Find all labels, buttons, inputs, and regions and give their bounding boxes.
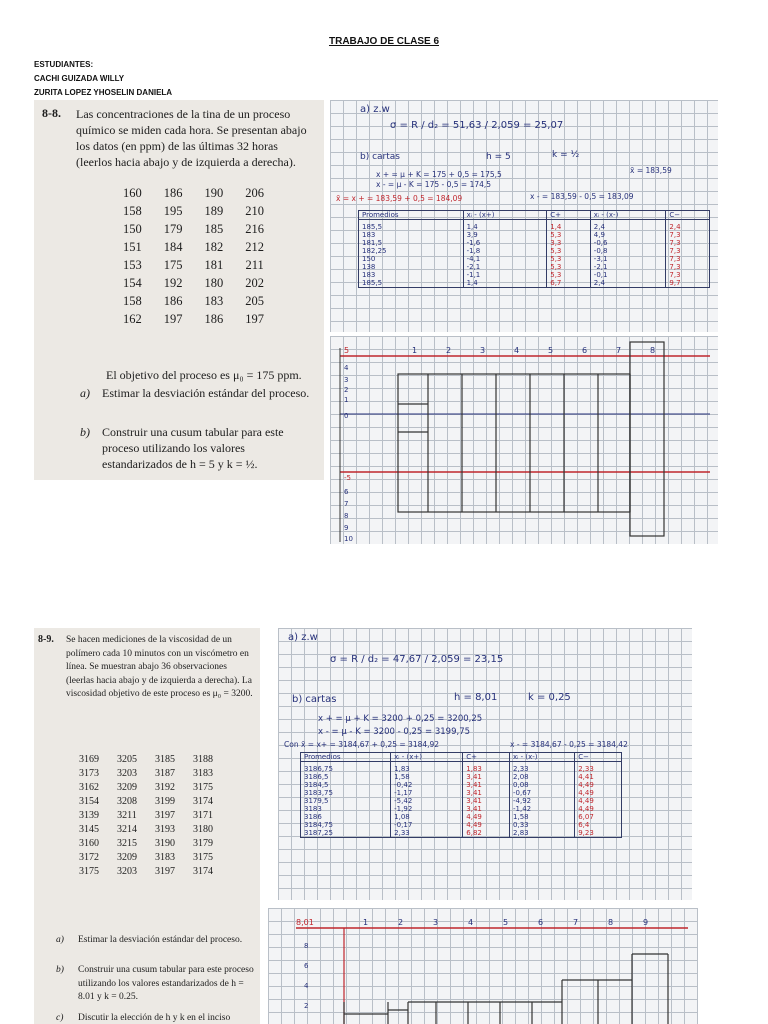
table-row: [301, 805, 622, 813]
data-row: [112, 202, 275, 220]
data-cell: 192: [163, 275, 183, 290]
data-cell: 158: [123, 293, 142, 308]
table-cell: -0,8: [590, 247, 666, 255]
data-cell: 3208: [117, 795, 137, 807]
table-cell: -0,1: [590, 271, 666, 279]
header-row: [359, 211, 710, 220]
viscosity-data-table: [70, 752, 222, 878]
left-tick-label: 4: [344, 364, 349, 372]
table-cell: 2,33: [391, 829, 463, 838]
table-cell: 6,07: [575, 813, 622, 821]
data-row: [112, 184, 275, 202]
data-cell: 186: [163, 185, 183, 200]
part-a-label: a) z.w: [360, 104, 390, 115]
table-row: [359, 271, 710, 279]
table-cell: 3,41: [463, 805, 510, 813]
top-tick-label: 6: [582, 346, 588, 355]
data-cell: 154: [123, 275, 142, 290]
data-cell: 210: [245, 203, 264, 218]
top-tick-label: 3: [433, 918, 439, 927]
table-cell: 7,3: [666, 247, 710, 255]
item-b: [56, 964, 256, 1005]
item-a: [56, 934, 256, 948]
table-cell: 138: [359, 263, 464, 271]
table-cell: 1,08: [391, 813, 463, 821]
solution-8-9-photo: [278, 628, 692, 900]
top-tick-label: 8: [650, 346, 656, 355]
data-cell: 211: [245, 257, 264, 272]
data-cell: 175: [163, 257, 183, 272]
top-tick-label: 8,01: [296, 918, 314, 927]
lower-reference: x - = μ - K = 175 - 0,5 = 174,5: [376, 180, 492, 189]
cusum-chart-8-9-photo: [268, 908, 698, 1024]
table-row: [301, 821, 622, 829]
data-row: [70, 766, 222, 780]
cusum-table-8-9: [300, 752, 622, 838]
table-cell: 1,83: [391, 762, 463, 774]
top-tick-label: 2: [446, 346, 452, 355]
top-tick-label: 8: [608, 918, 614, 927]
part-b-label: b) cartas: [292, 694, 337, 705]
table-cell: 3184,75: [301, 821, 391, 829]
item-text: Construir una cusum tabular para este proceso utilizando los valores estandarizados de h = 5 y k = ½.: [102, 425, 284, 471]
left-tick-label: 3: [344, 376, 349, 384]
column-header: xᵢ - (x+): [463, 211, 547, 220]
top-tick-label: 5: [344, 346, 350, 355]
column-header: Promedios: [359, 211, 464, 220]
data-cell: 3175: [193, 781, 213, 793]
top-tick-label: 5: [548, 346, 554, 355]
x-plus-value: x̄ = x + = 183,59 + 0,5 = 184,09: [336, 194, 463, 203]
data-row: [112, 256, 275, 274]
table-cell: 7,3: [666, 239, 710, 247]
table-cell: 4,41: [575, 773, 622, 781]
table-cell: 3,41: [463, 781, 510, 789]
data-cell: 3174: [193, 795, 213, 807]
data-cell: 179: [163, 221, 183, 236]
data-cell: 216: [245, 221, 264, 236]
table-cell: 4,49: [575, 805, 622, 813]
cusum-chart-8-8-photo: [330, 336, 718, 544]
data-row: [70, 864, 222, 878]
data-cell: 3192: [155, 781, 175, 793]
table-cell: 3186: [301, 813, 391, 821]
top-tick-label: 9: [643, 918, 649, 927]
table-cell: -0,67: [510, 789, 575, 797]
data-cell: 162: [123, 311, 142, 326]
table-cell: 2,83: [510, 829, 575, 838]
data-row: [70, 822, 222, 836]
table-cell: 2,4: [590, 220, 666, 232]
table-cell: -0,6: [590, 239, 666, 247]
table-cell: -1,8: [463, 247, 547, 255]
item-text: Estimar la desviación estándar del proceso.: [78, 935, 243, 945]
table-row: [359, 220, 710, 232]
top-tick-label: 1: [412, 346, 418, 355]
top-tick-label: 4: [468, 918, 474, 927]
table-row: [359, 263, 710, 271]
table-cell: -0,42: [391, 781, 463, 789]
data-cell: 3180: [193, 823, 213, 835]
column-header: xᵢ - (x-): [590, 211, 666, 220]
data-cell: 151: [123, 239, 142, 254]
table-cell: 3,41: [463, 773, 510, 781]
problem-number: 8-9.: [38, 634, 54, 645]
student-name: CACHI GUIZADA WILLY: [34, 74, 125, 83]
data-cell: 3190: [155, 837, 175, 849]
mean-of-averages: x̄ = 183,59: [630, 166, 672, 175]
data-cell: 158: [123, 203, 142, 218]
data-row: [70, 836, 222, 850]
data-cell: 189: [204, 203, 224, 218]
data-cell: 186: [204, 311, 224, 326]
table-cell: 2,08: [510, 773, 575, 781]
data-cell: 3205: [117, 753, 137, 765]
data-cell: 150: [123, 221, 142, 236]
data-row: [70, 752, 222, 766]
table-cell: 3,9: [463, 231, 547, 239]
problem-statement: Las concentraciones de la tina de un proceso químico se miden cada hora. Se presentan abajo los datos (en ppm) de las últimas 32 horas (leerlos hacia abajo y de izquierda a derecha).: [76, 107, 307, 169]
table-cell: -1,6: [463, 239, 547, 247]
data-cell: 3183: [193, 767, 213, 779]
problem-statement: Se hacen mediciones de la viscosidad de un polímero cada 10 minutos con un viscómetro en línea. Se muestran abajo 36 observaciones (leerlas hacia abajo y de izquierda a derecha). La viscosidad objetivo de este proceso es μ₀ = 3200.: [66, 635, 253, 699]
data-cell: 183: [204, 293, 224, 308]
data-cell: 186: [163, 293, 183, 308]
table-row: [301, 829, 622, 838]
part-b-label: b) cartas: [360, 152, 400, 162]
item-label: a): [56, 935, 64, 945]
table-row: [359, 279, 710, 288]
table-cell: 3186,5: [301, 773, 391, 781]
table-cell: 9,23: [575, 829, 622, 838]
left-tick-label: 0: [344, 412, 349, 420]
data-row: [70, 794, 222, 808]
data-row: [112, 238, 275, 256]
data-cell: 3139: [79, 809, 99, 821]
table-cell: 182,25: [359, 247, 464, 255]
table-row: [301, 781, 622, 789]
column-header: C−: [575, 753, 622, 762]
data-row: [112, 292, 275, 310]
table-cell: 0,08: [510, 781, 575, 789]
data-cell: 185: [204, 221, 224, 236]
table-cell: 5,3: [547, 263, 591, 271]
table-row: [301, 797, 622, 805]
table-cell: -5,42: [391, 797, 463, 805]
data-cell: 3169: [79, 753, 99, 765]
table-row: [359, 247, 710, 255]
top-tick-label: 4: [514, 346, 520, 355]
data-cell: 3188: [193, 753, 213, 765]
table-cell: -2,1: [463, 263, 547, 271]
data-cell: 3211: [117, 809, 137, 821]
table-cell: -1,92: [391, 805, 463, 813]
table-cell: 7,3: [666, 231, 710, 239]
data-cell: 3209: [117, 781, 137, 793]
cusum-bar-8: [630, 342, 664, 536]
top-tick-label: 6: [538, 918, 544, 927]
top-tick-label: 7: [573, 918, 579, 927]
table-cell: -4,92: [510, 797, 575, 805]
table-cell: -1,42: [510, 805, 575, 813]
header-row: [301, 753, 622, 762]
table-cell: 3,41: [463, 797, 510, 805]
data-cell: 206: [245, 185, 264, 200]
table-cell: 6,82: [463, 829, 510, 838]
data-cell: 160: [123, 185, 142, 200]
table-cell: 5,3: [547, 231, 591, 239]
data-cell: 3162: [79, 781, 99, 793]
data-cell: 3185: [155, 753, 175, 765]
item-text: Discutir la elección de h y k en el inciso: [78, 1013, 231, 1023]
table-cell: 3183,75: [301, 789, 391, 797]
table-cell: 7,3: [666, 263, 710, 271]
concentration-data-table: [112, 184, 275, 328]
data-cell: 3160: [79, 837, 99, 849]
data-cell: 153: [123, 257, 142, 272]
k-value: k = 0,25: [528, 692, 571, 703]
table-cell: 6,7: [547, 279, 591, 288]
table-cell: -3,1: [590, 255, 666, 263]
table-row: [301, 789, 622, 797]
top-tick-label: 5: [503, 918, 509, 927]
data-cell: 3203: [117, 865, 137, 877]
column-header: Promedios: [301, 753, 391, 762]
data-row: [112, 274, 275, 292]
table-cell: -2,1: [590, 263, 666, 271]
part-a-label: a) z.w: [288, 632, 318, 643]
data-cell: 3209: [117, 851, 137, 863]
k-value: k = ½: [552, 150, 580, 160]
student-name: ZURITA LOPEZ YHOSELIN DANIELA: [34, 88, 173, 97]
table-cell: 4,49: [463, 821, 510, 829]
data-cell: 205: [245, 293, 264, 308]
data-cell: 3145: [79, 823, 99, 835]
left-tick-label: 2: [344, 386, 349, 394]
table-cell: 3,3: [547, 239, 591, 247]
table-cell: 1,4: [463, 279, 547, 288]
table-cell: 7,3: [666, 255, 710, 263]
table-cell: 150: [359, 255, 464, 263]
x-minus-value: x - = 183,59 - 0,5 = 183,09: [530, 192, 634, 201]
table-cell: -1,1: [463, 271, 547, 279]
data-cell: 195: [163, 203, 183, 218]
left-tick-label: 2: [304, 1002, 309, 1010]
top-tick-label: 3: [480, 346, 486, 355]
column-header: xᵢ - (x-): [510, 753, 575, 762]
left-tick-label: 8: [344, 512, 349, 520]
left-tick-label: 4: [304, 982, 309, 990]
item-label: a): [80, 386, 90, 400]
left-tick-label: 6: [344, 488, 349, 496]
sigma-estimate: σ = R / d₂ = 51,63 / 2,059 = 25,07: [390, 120, 564, 131]
upper-reference: x + = μ + K = 175 + 0,5 = 175,5: [376, 170, 502, 179]
table-row: [359, 231, 710, 239]
table-cell: 183: [359, 231, 464, 239]
students-label: ESTUDIANTES:: [34, 60, 94, 69]
item-label: c): [56, 1013, 64, 1023]
lower-reference: x - = μ - K = 3200 - 0,25 = 3199,75: [318, 727, 471, 737]
left-tick-label: 10: [344, 535, 353, 543]
data-cell: 3175: [79, 865, 99, 877]
problem-8-8-scan: [34, 100, 324, 480]
students-block: [34, 58, 172, 100]
data-cell: 3214: [117, 823, 137, 835]
table-cell: 185,5: [359, 220, 464, 232]
left-tick-label: 8: [304, 942, 309, 950]
item-c: [56, 1012, 256, 1024]
table-cell: 7,3: [666, 271, 710, 279]
table-cell: 4,49: [575, 797, 622, 805]
table-cell: 6,4: [575, 821, 622, 829]
table-cell: 4,49: [575, 781, 622, 789]
data-cell: 181: [204, 257, 224, 272]
h-value: h = 8,01: [454, 692, 498, 703]
table-cell: 185,5: [359, 279, 464, 288]
data-cell: 3174: [193, 865, 213, 877]
item-text: Estimar la desviación estándar del proceso.: [102, 386, 310, 400]
data-cell: 3175: [193, 851, 213, 863]
data-cell: 3193: [155, 823, 175, 835]
data-row: [70, 808, 222, 822]
table-cell: 3186,75: [301, 762, 391, 774]
data-row: [70, 850, 222, 864]
data-cell: 3172: [79, 851, 99, 863]
table-cell: 2,4: [590, 279, 666, 288]
table-row: [301, 773, 622, 781]
x-minus-value: x - = 3184,67 - 0,25 = 3184,42: [510, 740, 628, 749]
table-cell: 3184,5: [301, 781, 391, 789]
problem-number: 8-8.: [42, 106, 61, 120]
item-text: Construir una cusum tabular para este proceso utilizando los valores estandarizados de h = 8.01 y k = 0.25.: [78, 965, 254, 1002]
top-tick-label: 7: [616, 346, 622, 355]
table-cell: -0,17: [391, 821, 463, 829]
cusum-chart-8-9: [268, 908, 698, 1024]
solution-8-8-photo: [330, 100, 718, 332]
table-cell: 183: [359, 271, 464, 279]
table-cell: 1,58: [391, 773, 463, 781]
problem-8-9-scan: [34, 628, 260, 1024]
data-cell: 3187: [155, 767, 175, 779]
table-row: [301, 762, 622, 774]
cusum-bars-frame: [398, 374, 630, 512]
data-cell: 3215: [117, 837, 137, 849]
data-cell: 3197: [155, 865, 175, 877]
data-cell: 182: [204, 239, 224, 254]
table-cell: 3187,25: [301, 829, 391, 838]
item-label: b): [56, 965, 64, 975]
cusum-chart-8-8: [330, 336, 718, 544]
table-cell: 5,3: [547, 255, 591, 263]
data-cell: 197: [245, 311, 264, 326]
cusum-table-8-8: [358, 210, 710, 288]
table-cell: -1,17: [391, 789, 463, 797]
data-cell: 180: [204, 275, 224, 290]
table-cell: 3179,5: [301, 797, 391, 805]
table-cell: 2,4: [666, 220, 710, 232]
table-cell: 181,5: [359, 239, 464, 247]
table-cell: 4,9: [590, 231, 666, 239]
data-cell: 212: [245, 239, 264, 254]
column-header: C+: [547, 211, 591, 220]
table-row: [359, 255, 710, 263]
table-cell: 5,3: [547, 271, 591, 279]
x-plus-value: Con x̄ = x+ = 3184,67 + 0,25 = 3184,92: [284, 740, 440, 749]
table-row: [301, 813, 622, 821]
data-cell: 3179: [193, 837, 213, 849]
table-cell: 2,33: [575, 762, 622, 774]
data-cell: 3197: [155, 809, 175, 821]
table-cell: 9,7: [666, 279, 710, 288]
column-header: xᵢ - (x+): [391, 753, 463, 762]
table-cell: -4,1: [463, 255, 547, 263]
left-tick-label: 7: [344, 500, 349, 508]
item-b: [80, 424, 318, 472]
table-cell: 4,49: [463, 813, 510, 821]
table-cell: 1,4: [547, 220, 591, 232]
data-cell: 3171: [193, 809, 213, 821]
data-row: [112, 310, 275, 328]
sigma-estimate: σ = R / d₂ = 47,67 / 2,059 = 23,15: [330, 654, 504, 665]
table-row: [359, 239, 710, 247]
data-cell: 184: [163, 239, 183, 254]
item-a: [80, 385, 318, 401]
document-title: TRABAJO DE CLASE 6: [328, 36, 439, 47]
left-tick-label: 9: [344, 524, 349, 532]
table-cell: 2,33: [510, 762, 575, 774]
h-value: h = 5: [486, 152, 511, 162]
table-cell: 4,49: [575, 789, 622, 797]
data-cell: 197: [163, 311, 183, 326]
data-cell: 190: [204, 185, 224, 200]
left-tick-label: -5: [344, 474, 351, 482]
left-tick-label: 6: [304, 962, 309, 970]
table-cell: 5,3: [547, 247, 591, 255]
table-cell: 1,58: [510, 813, 575, 821]
top-tick-label: 2: [398, 918, 404, 927]
top-tick-label: 1: [363, 918, 369, 927]
data-row: [112, 220, 275, 238]
item-label: b): [80, 425, 90, 439]
table-cell: 1,4: [463, 220, 547, 232]
process-objective: El objetivo del proceso es μ₀ = 175 ppm.: [106, 368, 302, 382]
data-cell: 3173: [79, 767, 99, 779]
data-cell: 3154: [79, 795, 99, 807]
data-cell: 202: [245, 275, 264, 290]
column-header: C+: [463, 753, 510, 762]
data-cell: 3203: [117, 767, 137, 779]
table-cell: 1,83: [463, 762, 510, 774]
table-cell: 0,33: [510, 821, 575, 829]
upper-reference: x + = μ + K = 3200 + 0,25 = 3200,25: [318, 714, 483, 724]
left-tick-label: 1: [344, 396, 349, 404]
column-header: C−: [666, 211, 710, 220]
table-cell: 3,41: [463, 789, 510, 797]
data-row: [70, 780, 222, 794]
data-cell: 3199: [155, 795, 175, 807]
table-cell: 3183: [301, 805, 391, 813]
data-cell: 3183: [155, 851, 175, 863]
